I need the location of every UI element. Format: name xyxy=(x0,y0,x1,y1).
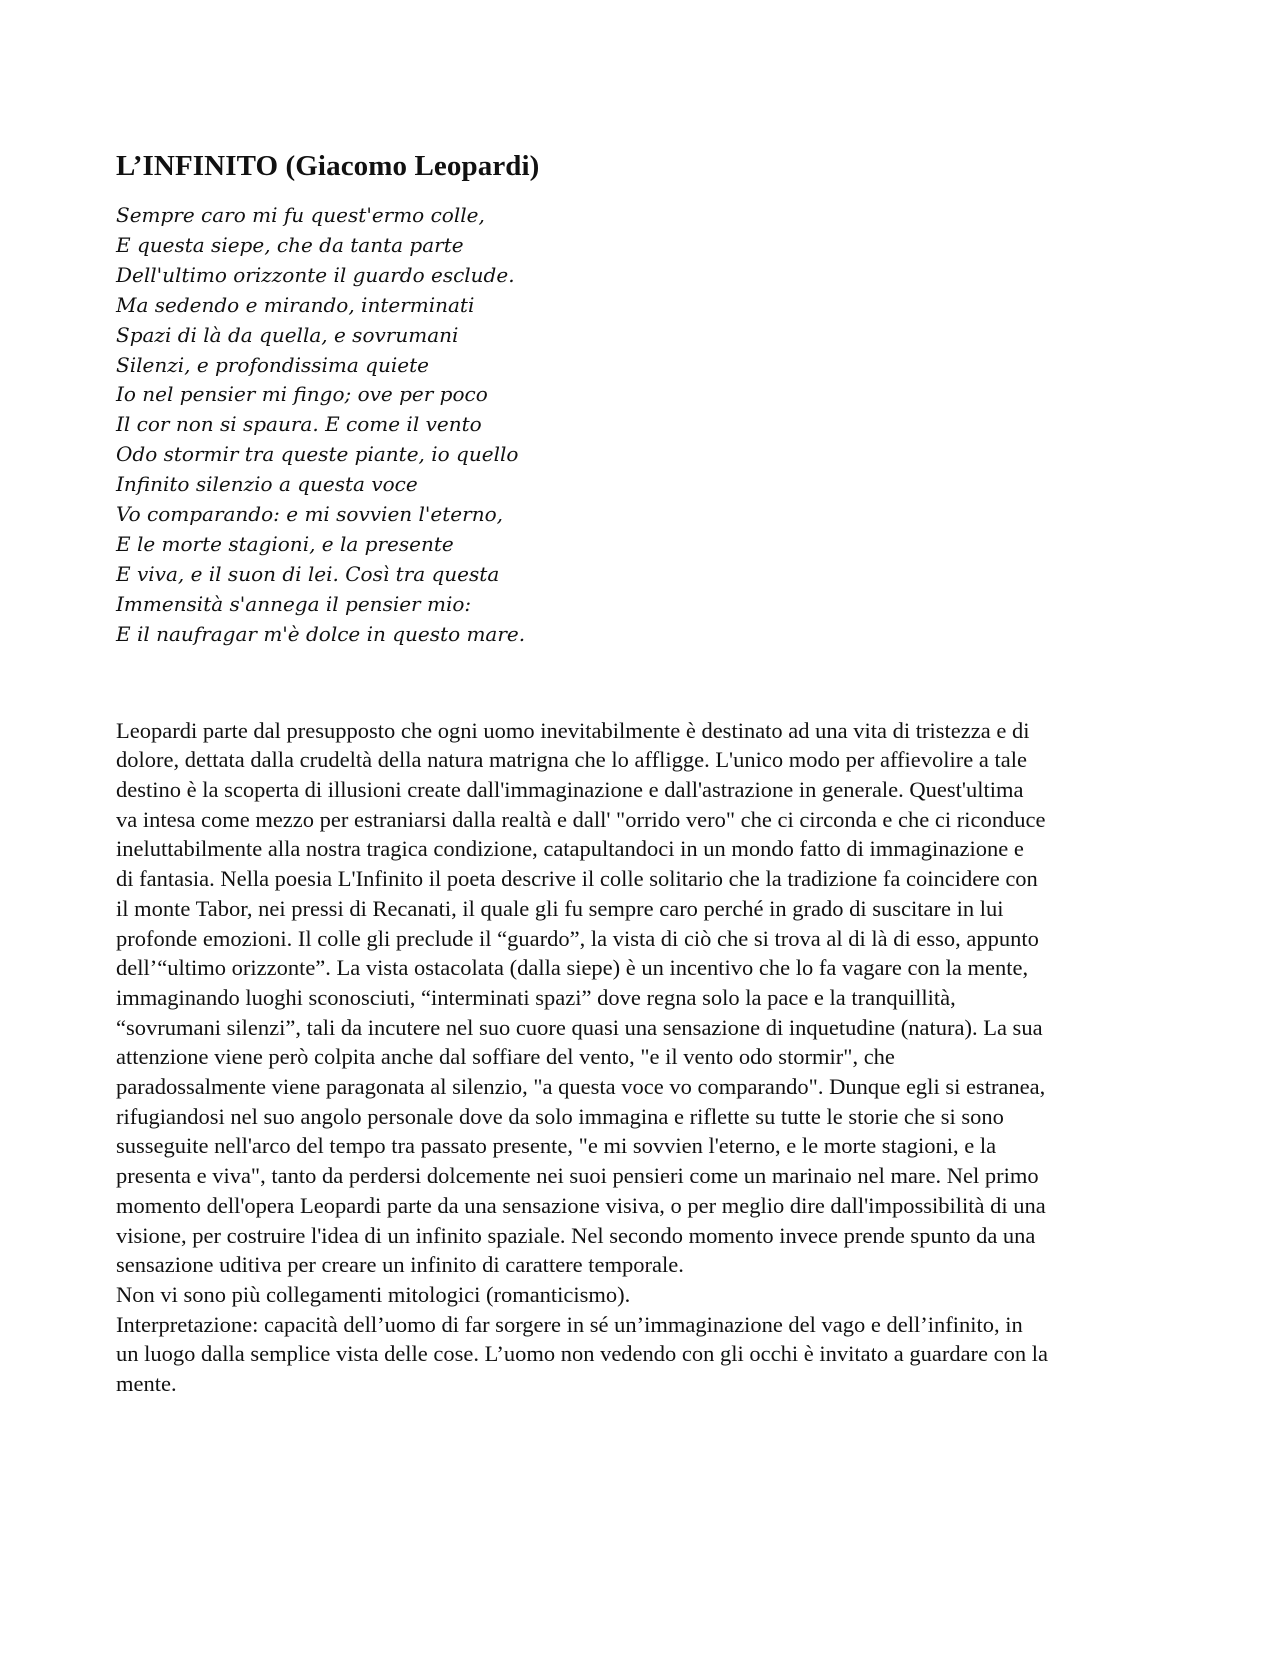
text-line: susseguite nell'arco del tempo tra passato presente, "e mi sovvien l'eterno, e le morte stagioni, e la xyxy=(116,1133,997,1159)
text-line: paradossalmente viene paragonata al silenzio, "a questa voce vo comparando". Dunque egli si estranea, xyxy=(116,1074,1046,1100)
poem-verse: Silenzi, e profondissima quiete xyxy=(116,352,429,377)
text-line: destino è la scoperta di illusioni create dall'immaginazione e dall'astrazione in generale. Quest'ultima xyxy=(116,777,1024,802)
poem-verse: Odo stormir tra queste piante, io quello xyxy=(116,442,519,467)
text-line: dell’“ultimo orizzonte”. La vista ostacolata (dalla siepe) è un incentivo che lo fa vagare con la mente, xyxy=(116,955,1029,981)
poem-verse: Il cor non si spaura. E come il vento xyxy=(116,412,482,437)
page-title: L’INFINITO (Giacomo Leopardi) xyxy=(116,150,540,182)
poem-verse: Spazi di là da quella, e sovrumani xyxy=(116,322,459,347)
document-page xyxy=(116,148,1166,1399)
text-line: di fantasia. Nella poesia L'Infinito il poeta descrive il colle solitario che la tradizione fa coincidere con xyxy=(116,866,1038,892)
text-line: il monte Tabor, nei pressi di Recanati, il quale gli fu sempre caro perché in grado di suscitare in lui xyxy=(116,895,1004,921)
poem-verse: Sempre caro mi fu quest'ermo colle, xyxy=(116,203,485,227)
poem-verse: Infinito silenzio a questa voce xyxy=(116,472,418,497)
text-line: dolore, dettata dalla crudeltà della natura matrigna che lo affligge. L'unico modo per affievolire a tale xyxy=(116,747,1027,773)
poem xyxy=(116,201,1166,650)
poem-verse: Dell'ultimo orizzonte il guardo esclude. xyxy=(116,262,515,287)
text-line: presenta e viva", tanto da perdersi dolcemente nei suoi pensieri come un marinaio nel mare. Nel primo xyxy=(116,1163,1039,1189)
poem-verse: Vo comparando: e mi sovvien l'eterno, xyxy=(116,502,503,527)
commentary-paragraph xyxy=(116,716,1166,1280)
text-line: ineluttabilmente alla nostra tragica condizione, catapultandoci in un mondo fatto di immaginazione e xyxy=(116,836,1024,862)
text-line: rifugiandosi nel suo angolo personale dove da solo immagina e riflette su tutte le storie che si sono xyxy=(116,1103,1004,1129)
text-line: Non vi sono più collegamenti mitologici (romanticismo). xyxy=(116,1281,631,1307)
text-line: attenzione viene però colpita anche dal soffiare del vento, "e il vento odo stormir", che xyxy=(116,1044,895,1070)
commentary xyxy=(116,716,1166,1399)
poem-verse: E le morte stagioni, e la presente xyxy=(116,531,454,556)
text-line: momento dell'opera Leopardi parte da una sensazione visiva, o per meglio dire dall'impossibilità di una xyxy=(116,1192,1046,1218)
text-line: sensazione uditiva per creare un infinito di carattere temporale. xyxy=(116,1252,684,1278)
commentary-paragraph xyxy=(116,1310,1166,1399)
text-line: immaginando luoghi sconosciuti, “interminati spazi” dove regna solo la pace e la tranquillità, xyxy=(116,984,956,1010)
text-line: profonde emozioni. Il colle gli preclude il “guardo”, la vista di ciò che si trova al di là di esso, appunto xyxy=(116,925,1039,951)
text-line: “sovrumani silenzi”, tali da incutere nel suo cuore quasi una sensazione di inquetudine (natura). La sua xyxy=(116,1014,1043,1040)
poem-verse: Immensità s'annega il pensier mio: xyxy=(116,591,472,616)
text-line: un luogo dalla semplice vista delle cose. L’uomo non vedendo con gli occhi è invitato a guardare con la xyxy=(116,1341,1049,1367)
text-line: va intesa come mezzo per estraniarsi dalla realtà e dall' "orrido vero" che ci circonda e che ci riconduce xyxy=(116,806,1046,832)
poem-verse: Ma sedendo e mirando, interminati xyxy=(116,292,475,317)
poem-verse: Io nel pensier mi fingo; ove per poco xyxy=(116,382,488,407)
text-line: visione, per costruire l'idea di un infinito spaziale. Nel secondo momento invece prende spunto da una xyxy=(116,1222,1036,1248)
poem-verse: E questa siepe, che da tanta parte xyxy=(116,232,464,257)
poem-verse: E viva, e il suon di lei. Così tra questa xyxy=(116,561,500,586)
poem-verse: E il naufragar m'è dolce in questo mare. xyxy=(116,621,526,646)
text-line: mente. xyxy=(116,1371,177,1397)
commentary-paragraph xyxy=(116,1280,1166,1310)
text-line: Interpretazione: capacità dell’uomo di far sorgere in sé un’immaginazione del vago e dell’infinito, in xyxy=(116,1311,1023,1337)
text-line: Leopardi parte dal presupposto che ogni uomo inevitabilmente è destinato ad una vita di tristezza e di xyxy=(116,717,1030,743)
